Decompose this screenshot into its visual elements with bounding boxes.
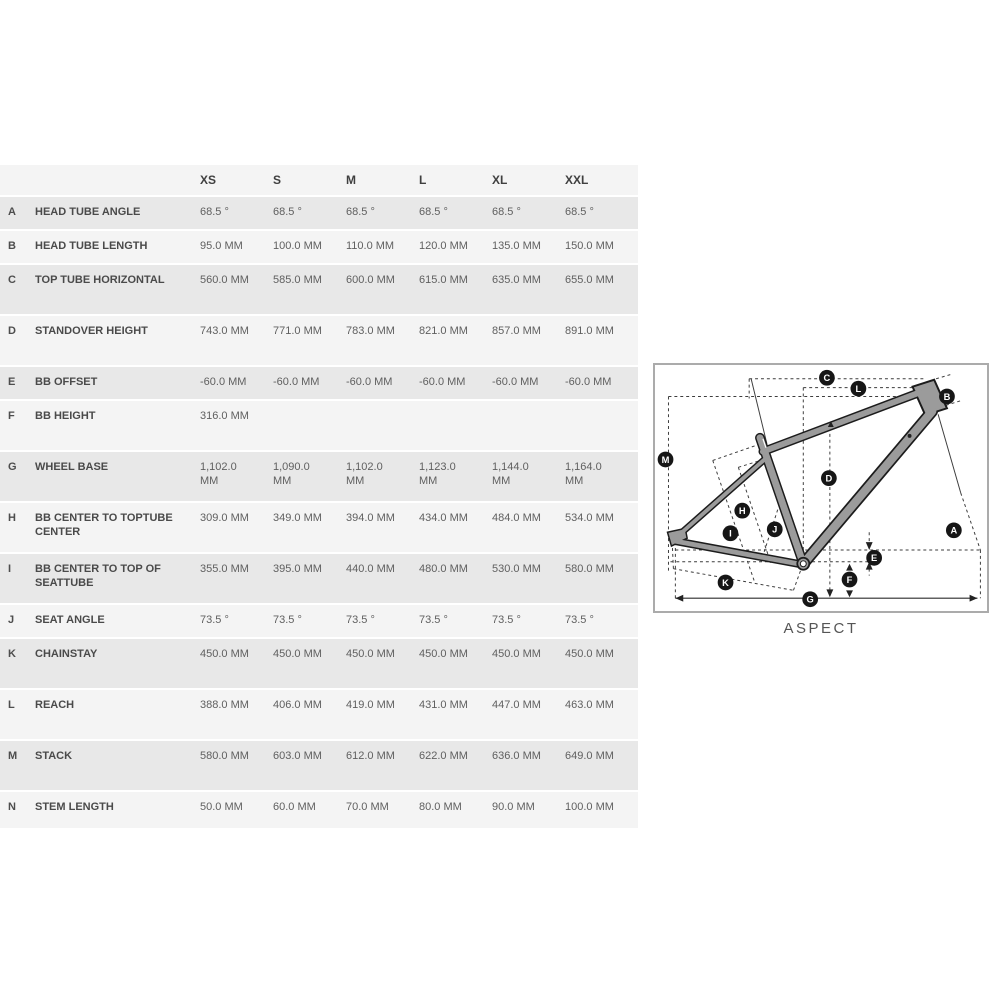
table-row (0, 265, 638, 316)
value-cell: 68.5 ° (346, 206, 375, 218)
table-row (0, 639, 638, 690)
table-row (0, 452, 638, 503)
value-cell: 90.0 MM (492, 801, 535, 813)
dim-label-I (723, 525, 739, 541)
value-cell: 463.0 MM (565, 699, 614, 711)
size-column-header: S (273, 173, 282, 187)
table-row (0, 554, 638, 605)
table-row (0, 605, 638, 639)
svg-text:H: H (738, 505, 746, 516)
row-label: STANDOVER HEIGHT (35, 325, 148, 337)
svg-text:F: F (846, 574, 853, 585)
dim-label-L (851, 381, 867, 397)
value-cell (346, 401, 419, 450)
dim-label-J (767, 521, 783, 537)
row-label: STACK (35, 750, 73, 762)
value-cell: 649.0 MM (565, 750, 614, 762)
bike-frame-drawing (655, 365, 987, 611)
dim-label-H (734, 503, 750, 519)
value-cell: 450.0 MM (346, 648, 395, 660)
value-cell: -60.0 MM (200, 376, 247, 388)
table-body (0, 197, 638, 830)
value-cell: 395.0 MM (273, 563, 322, 575)
value-cell: 612.0 MM (346, 750, 395, 762)
value-cell: 743.0 MM (200, 325, 249, 337)
value-cell: 560.0 MM (200, 274, 249, 286)
value-cell: 70.0 MM (346, 801, 389, 813)
svg-text:I: I (729, 528, 732, 539)
value-cell: 857.0 MM (492, 325, 541, 337)
value-cell (419, 401, 492, 450)
row-label: HEAD TUBE ANGLE (35, 206, 141, 218)
row-label: BB CENTER TO TOP OF SEATTUBE (35, 563, 161, 589)
table-row (0, 197, 638, 231)
value-cell: 110.0 MM (346, 240, 395, 252)
value-cell: 68.5 ° (492, 206, 521, 218)
value-cell: 68.5 ° (273, 206, 302, 218)
value-cell: 135.0 MM (492, 240, 541, 252)
row-label: SEAT ANGLE (35, 614, 105, 626)
value-cell: 394.0 MM (346, 512, 395, 524)
value-cell: 891.0 MM (565, 325, 614, 337)
value-cell: 1,090.0 MM (273, 461, 310, 487)
value-cell (492, 401, 565, 450)
frame-tubes (675, 393, 932, 571)
value-cell: 95.0 MM (200, 240, 243, 252)
value-cell: 434.0 MM (419, 512, 468, 524)
value-cell: 615.0 MM (419, 274, 468, 286)
dim-label-D (821, 470, 837, 486)
value-cell: 68.5 ° (419, 206, 448, 218)
value-cell: 150.0 MM (565, 240, 614, 252)
dim-label-F (842, 572, 858, 588)
value-cell: 1,164.0 MM (565, 461, 602, 487)
frame-outline (667, 380, 946, 565)
value-cell: 600.0 MM (346, 274, 395, 286)
row-letter: M (8, 750, 18, 762)
value-cell: 73.5 ° (492, 614, 521, 626)
diagram-caption: ASPECT (783, 620, 859, 637)
value-cell: -60.0 MM (492, 376, 539, 388)
row-letter: J (8, 614, 15, 626)
svg-text:J: J (772, 524, 778, 535)
row-label: STEM LENGTH (35, 801, 114, 813)
table-row (0, 503, 638, 554)
size-column-header: XL (492, 173, 508, 187)
svg-text:E: E (871, 553, 878, 564)
dim-label-G (802, 591, 818, 607)
value-cell: 534.0 MM (565, 512, 614, 524)
dim-label-M (658, 452, 674, 468)
svg-text:B: B (943, 391, 951, 402)
table-header-row (0, 165, 638, 197)
row-letter: N (8, 801, 16, 813)
value-cell: 450.0 MM (565, 648, 614, 660)
frame-diagram-box (653, 363, 989, 613)
row-letter: H (8, 512, 16, 524)
value-cell: 120.0 MM (419, 240, 468, 252)
value-cell: 450.0 MM (419, 648, 468, 660)
dimension-labels (658, 370, 962, 607)
table-row (0, 690, 638, 741)
dim-label-E (866, 550, 882, 566)
row-letter: L (8, 699, 15, 711)
row-label: REACH (35, 699, 75, 711)
row-letter: D (8, 325, 16, 337)
value-cell: 68.5 ° (565, 206, 594, 218)
value-cell: 636.0 MM (492, 750, 541, 762)
row-letter: B (8, 240, 16, 252)
value-cell: 80.0 MM (419, 801, 462, 813)
row-letter: E (8, 376, 16, 388)
value-cell: 603.0 MM (273, 750, 322, 762)
value-cell: 1,102.0 MM (346, 461, 383, 487)
row-label: WHEEL BASE (35, 461, 109, 473)
row-label: BB OFFSET (35, 376, 98, 388)
value-cell: 316.0 MM (200, 410, 249, 422)
value-cell: 1,123.0 MM (419, 461, 456, 487)
value-cell: 484.0 MM (492, 512, 541, 524)
value-cell: 480.0 MM (419, 563, 468, 575)
value-cell: -60.0 MM (346, 376, 393, 388)
row-letter: G (8, 461, 17, 473)
value-cell: 406.0 MM (273, 699, 322, 711)
geometry-diagram (653, 363, 989, 637)
svg-text:K: K (722, 577, 729, 588)
value-cell: 450.0 MM (492, 648, 541, 660)
value-cell: 821.0 MM (419, 325, 468, 337)
value-cell: 1,144.0 MM (492, 461, 529, 487)
table-row (0, 316, 638, 367)
row-label: CHAINSTAY (35, 648, 98, 660)
value-cell: -60.0 MM (273, 376, 320, 388)
row-label: HEAD TUBE LENGTH (35, 240, 148, 252)
value-cell: 655.0 MM (565, 274, 614, 286)
value-cell: 73.5 ° (419, 614, 448, 626)
header-label-spacer (35, 165, 200, 195)
value-cell: 50.0 MM (200, 801, 243, 813)
dim-label-C (819, 370, 835, 386)
value-cell: 68.5 ° (200, 206, 229, 218)
svg-text:D: D (825, 473, 833, 484)
value-cell: -60.0 MM (419, 376, 466, 388)
value-cell: 450.0 MM (273, 648, 322, 660)
row-letter: I (8, 563, 12, 575)
row-letter: F (8, 410, 15, 422)
table-row (0, 741, 638, 792)
size-column-header: XXL (565, 173, 589, 187)
value-cell: 1,102.0 MM (200, 461, 237, 487)
row-label: BB CENTER TO TOPTUBE CENTER (35, 512, 173, 538)
value-cell: 349.0 MM (273, 512, 322, 524)
downtube-port (908, 434, 912, 438)
value-cell: 440.0 MM (346, 563, 395, 575)
svg-text:C: C (823, 373, 831, 384)
value-cell: -60.0 MM (565, 376, 612, 388)
row-label: TOP TUBE HORIZONTAL (35, 274, 165, 286)
dim-label-B (939, 389, 955, 405)
svg-text:G: G (806, 594, 814, 605)
svg-text:A: A (950, 525, 958, 536)
value-cell: 60.0 MM (273, 801, 316, 813)
value-cell: 771.0 MM (273, 325, 322, 337)
svg-text:M: M (661, 454, 670, 465)
value-cell (273, 401, 346, 450)
svg-text:L: L (855, 383, 862, 394)
table-row (0, 367, 638, 401)
value-cell: 73.5 ° (273, 614, 302, 626)
value-cell: 450.0 MM (200, 648, 249, 660)
value-cell: 309.0 MM (200, 512, 249, 524)
value-cell: 585.0 MM (273, 274, 322, 286)
table-row (0, 792, 638, 830)
value-cell (565, 401, 638, 450)
size-column-header: M (346, 173, 356, 187)
dim-label-A (946, 522, 962, 538)
geometry-table (0, 165, 638, 830)
value-cell: 635.0 MM (492, 274, 541, 286)
value-cell: 431.0 MM (419, 699, 468, 711)
header-letter-spacer (0, 165, 35, 195)
value-cell: 580.0 MM (565, 563, 614, 575)
value-cell: 73.5 ° (565, 614, 594, 626)
value-cell: 355.0 MM (200, 563, 249, 575)
value-cell: 73.5 ° (200, 614, 229, 626)
table-row (0, 231, 638, 265)
size-column-header: XS (200, 173, 217, 187)
row-letter: C (8, 274, 16, 286)
value-cell: 783.0 MM (346, 325, 395, 337)
row-letter: K (8, 648, 16, 660)
value-cell: 100.0 MM (565, 801, 614, 813)
value-cell: 622.0 MM (419, 750, 468, 762)
value-cell: 580.0 MM (200, 750, 249, 762)
row-label: BB HEIGHT (35, 410, 96, 422)
value-cell: 530.0 MM (492, 563, 541, 575)
value-cell: 73.5 ° (346, 614, 375, 626)
size-column-header: L (419, 173, 427, 187)
dim-label-K (718, 575, 734, 591)
value-cell: 419.0 MM (346, 699, 395, 711)
row-letter: A (8, 206, 16, 218)
value-cell: 100.0 MM (273, 240, 322, 252)
value-cell: 388.0 MM (200, 699, 249, 711)
table-row (0, 401, 638, 452)
value-cell: 447.0 MM (492, 699, 541, 711)
